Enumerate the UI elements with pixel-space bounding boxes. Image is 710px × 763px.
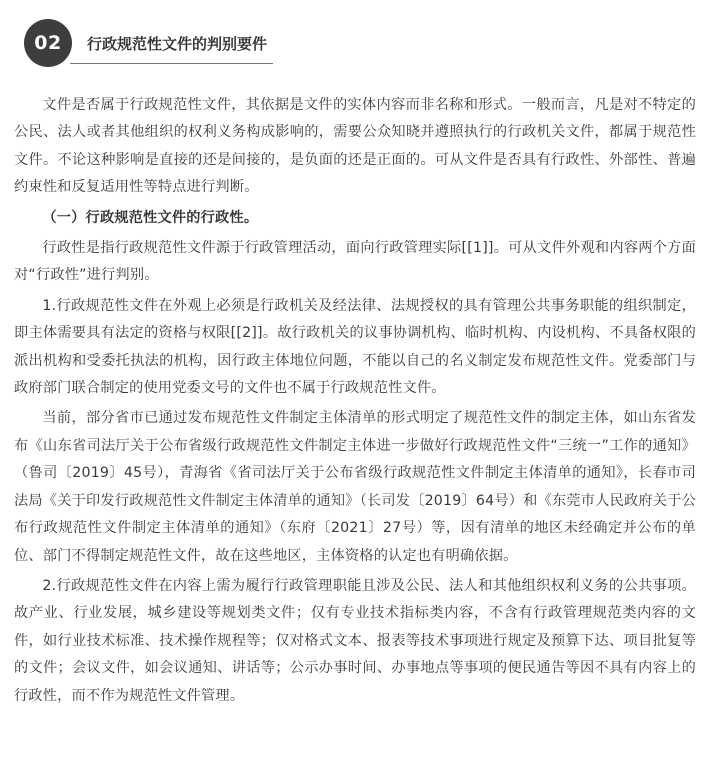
paragraph-point-2: 2.行政规范性文件在内容上需为履行行政管理职能且涉及公民、法人和其他组织权利义务的公共事项。故产业、行业发展，城乡建设等规划类文件；仅有专业技术指标类内容，不含有行政管理规范类内容的文件，如行业技术标准、技术操作规程等；仅对格式文本、报表等技术事项进行规定及预算下达、项目批复等的文件；会议文件，如会议通知、讲话等；公示办事时间、办事地点等事项的便民通告等因不具有内容上的行政性，而不作为规范性文件管理。: [14, 577, 696, 704]
subheading-administrative-nature: （一）行政规范性文件的行政性。: [42, 209, 259, 226]
article-body: [14, 92, 696, 713]
title-underline: [70, 63, 273, 64]
paragraph-point-1: 1.行政规范性文件在外观上必须是行政机关及经法律、法规授权的具有管理公共事务职能的组织制定，即主体需要具有法定的资格与权限[[2]]。故行政机关的议事协调机构、临时机构、内设机构、不具备权限的派出机构和受委托执法的机构，因行政主体地位问题，不能以自己的名义制定发布规范性文件。党委部门与政府部门联合制定的使用党委文号的文件也不属于行政规范性文件。: [14, 297, 696, 397]
section-header: [0, 0, 710, 80]
section-title: 行政规范性文件的判别要件: [87, 35, 268, 53]
paragraph-examples: 当前，部分省市已通过发布规范性文件制定主体清单的形式明定了规范性文件的制定主体，如山东省发布《山东省司法厅关于公布省级行政规范性文件制定主体进一步做好行政规范性文件“三统一”工作的通知》（鲁司〔2019〕45号），青海省《省司法厅关于公布省级行政规范性文件制定主体清单的通知》，长春市司法局《关于印发行政规范性文件制定主体清单的通知》（长司发〔2019〕64号）和《东莞市人民政府关于公布行政规范性文件制定主体清单的通知》（东府〔2021〕27号）等，因有清单的地区未经确定并公布的单位、部门不得制定规范性文件，故在这些地区，主体资格的认定也有明确依据。: [14, 410, 696, 564]
paragraph-intro: 文件是否属于行政规范性文件，其依据是文件的实体内容而非名称和形式。一般而言，凡是对不特定的公民、法人或者其他组织的权利义务构成影响的，需要公众知晓并遵照执行的行政机关文件，都属于规范性文件。不论这种影响是直接的还是间接的，是负面的还是正面的。可从文件是否具有行政性、外部性、普遍约束性和反复适用性等特点进行判断。: [14, 97, 696, 196]
paragraph-definition: 行政性是指行政规范性文件源于行政管理活动，面向行政管理实际[[1]]。可从文件外观和内容两个方面对“行政性”进行判别。: [14, 240, 696, 284]
section-number-badge: 02: [24, 19, 72, 67]
